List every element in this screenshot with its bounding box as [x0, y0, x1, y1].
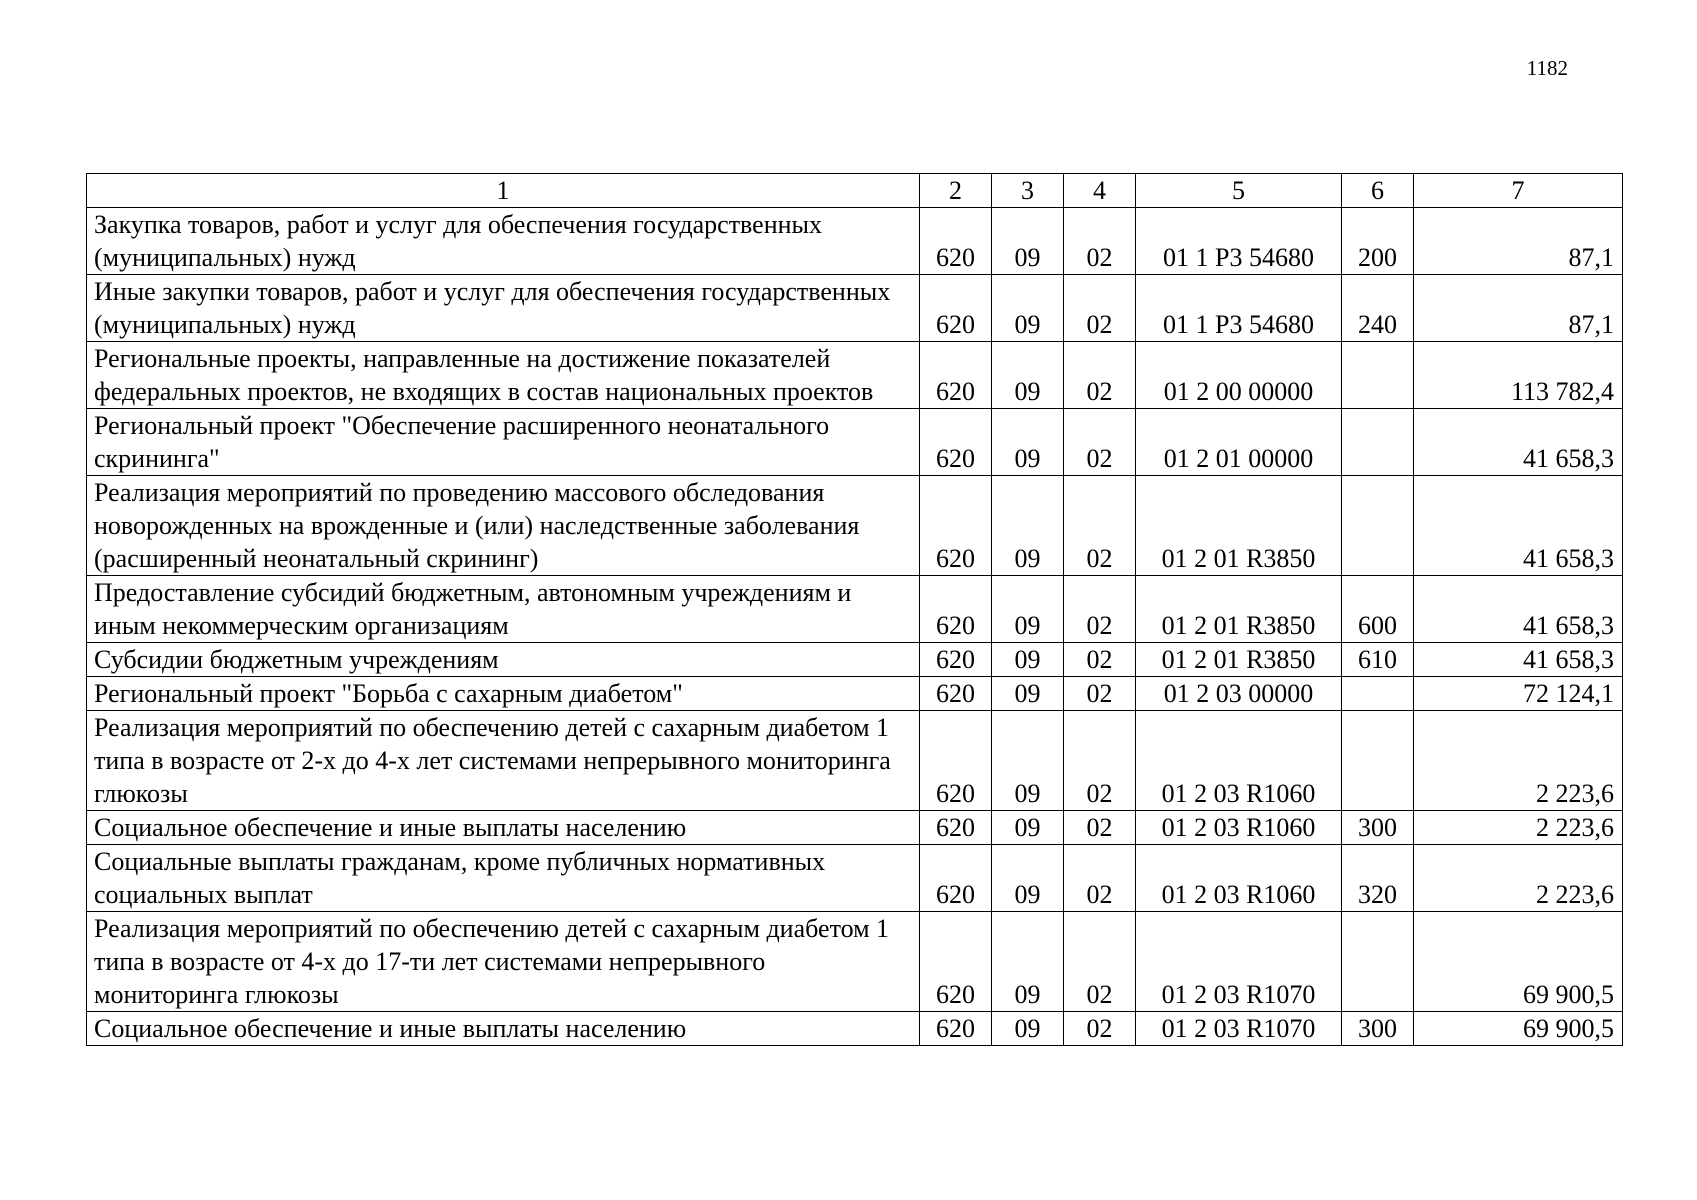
table-row [87, 845, 1623, 912]
section-code-cell: 09 [992, 711, 1064, 811]
subsection-code-cell: 02 [1064, 845, 1136, 912]
expense-name-cell: Региональный проект "Борьба с сахарным диабетом" [87, 677, 920, 711]
table-row [87, 1012, 1623, 1046]
table-row [87, 643, 1623, 677]
ministry-code-cell: 620 [920, 1012, 992, 1046]
expense-name-cell: Социальные выплаты гражданам, кроме публичных нормативных социальных выплат [87, 845, 920, 912]
header-cell-3: 3 [992, 174, 1064, 208]
amount-cell: 113 782,4 [1414, 342, 1623, 409]
target-article-cell: 01 2 03 R1060 [1136, 811, 1342, 845]
table-row [87, 912, 1623, 1012]
table-row [87, 711, 1623, 811]
table-row [87, 811, 1623, 845]
expense-name-cell: Закупка товаров, работ и услуг для обеспечения государственных (муниципальных) нужд [87, 208, 920, 275]
table-row [87, 275, 1623, 342]
amount-cell: 2 223,6 [1414, 845, 1623, 912]
section-code-cell: 09 [992, 476, 1064, 576]
target-article-cell: 01 2 03 R1060 [1136, 711, 1342, 811]
expense-name-cell: Реализация мероприятий по проведению массового обследования новорожденных на врожденные и (или) наследственные заболевания (расширенный неонатальный скрининг) [87, 476, 920, 576]
header-cell-4: 4 [1064, 174, 1136, 208]
target-article-cell: 01 2 01 R3850 [1136, 643, 1342, 677]
expense-name-cell: Реализация мероприятий по обеспечению детей с сахарным диабетом 1 типа в возрасте от 4-х до 17-ти лет системами непрерывного мониторинга глюкозы [87, 912, 920, 1012]
header-cell-6: 6 [1342, 174, 1414, 208]
amount-cell: 41 658,3 [1414, 643, 1623, 677]
section-code-cell: 09 [992, 208, 1064, 275]
table-row [87, 342, 1623, 409]
amount-cell: 41 658,3 [1414, 409, 1623, 476]
expense-type-cell: 300 [1342, 1012, 1414, 1046]
expense-type-cell [1342, 476, 1414, 576]
expense-type-cell: 200 [1342, 208, 1414, 275]
section-code-cell: 09 [992, 677, 1064, 711]
expense-name-cell: Предоставление субсидий бюджетным, автономным учреждениям и иным некоммерческим организациям [87, 576, 920, 643]
column-number-header-row [87, 174, 1623, 208]
subsection-code-cell: 02 [1064, 1012, 1136, 1046]
expense-name-cell: Субсидии бюджетным учреждениям [87, 643, 920, 677]
ministry-code-cell: 620 [920, 811, 992, 845]
subsection-code-cell: 02 [1064, 811, 1136, 845]
target-article-cell: 01 2 03 R1070 [1136, 912, 1342, 1012]
expense-name-cell: Иные закупки товаров, работ и услуг для обеспечения государственных (муниципальных) нужд [87, 275, 920, 342]
amount-cell: 69 900,5 [1414, 1012, 1623, 1046]
expense-type-cell [1342, 912, 1414, 1012]
ministry-code-cell: 620 [920, 677, 992, 711]
target-article-cell: 01 2 01 00000 [1136, 409, 1342, 476]
ministry-code-cell: 620 [920, 342, 992, 409]
amount-cell: 41 658,3 [1414, 476, 1623, 576]
subsection-code-cell: 02 [1064, 208, 1136, 275]
amount-cell: 72 124,1 [1414, 677, 1623, 711]
expense-type-cell [1342, 711, 1414, 811]
section-code-cell: 09 [992, 811, 1064, 845]
expense-name-cell: Социальное обеспечение и иные выплаты населению [87, 811, 920, 845]
section-code-cell: 09 [992, 409, 1064, 476]
expense-name-cell: Реализация мероприятий по обеспечению детей с сахарным диабетом 1 типа в возрасте от 2-х до 4-х лет системами непрерывного мониторинга глюкозы [87, 711, 920, 811]
subsection-code-cell: 02 [1064, 576, 1136, 643]
header-cell-7: 7 [1414, 174, 1623, 208]
table-row [87, 476, 1623, 576]
subsection-code-cell: 02 [1064, 476, 1136, 576]
ministry-code-cell: 620 [920, 409, 992, 476]
table-row [87, 208, 1623, 275]
target-article-cell: 01 2 03 R1070 [1136, 1012, 1342, 1046]
header-cell-2: 2 [920, 174, 992, 208]
expense-name-cell: Социальное обеспечение и иные выплаты населению [87, 1012, 920, 1046]
section-code-cell: 09 [992, 342, 1064, 409]
expense-name-cell: Региональные проекты, направленные на достижение показателей федеральных проектов, не входящих в состав национальных проектов [87, 342, 920, 409]
target-article-cell: 01 1 Р3 54680 [1136, 275, 1342, 342]
ministry-code-cell: 620 [920, 711, 992, 811]
table-row [87, 576, 1623, 643]
header-cell-5: 5 [1136, 174, 1342, 208]
ministry-code-cell: 620 [920, 912, 992, 1012]
ministry-code-cell: 620 [920, 845, 992, 912]
amount-cell: 41 658,3 [1414, 576, 1623, 643]
expense-type-cell: 320 [1342, 845, 1414, 912]
table-row [87, 409, 1623, 476]
amount-cell: 69 900,5 [1414, 912, 1623, 1012]
target-article-cell: 01 2 01 R3850 [1136, 476, 1342, 576]
section-code-cell: 09 [992, 576, 1064, 643]
subsection-code-cell: 02 [1064, 711, 1136, 811]
subsection-code-cell: 02 [1064, 342, 1136, 409]
expense-type-cell [1342, 677, 1414, 711]
target-article-cell: 01 2 03 00000 [1136, 677, 1342, 711]
amount-cell: 87,1 [1414, 275, 1623, 342]
expense-type-cell: 240 [1342, 275, 1414, 342]
amount-cell: 2 223,6 [1414, 811, 1623, 845]
expense-type-cell [1342, 342, 1414, 409]
section-code-cell: 09 [992, 643, 1064, 677]
target-article-cell: 01 2 00 00000 [1136, 342, 1342, 409]
ministry-code-cell: 620 [920, 208, 992, 275]
subsection-code-cell: 02 [1064, 275, 1136, 342]
ministry-code-cell: 620 [920, 643, 992, 677]
expense-type-cell: 600 [1342, 576, 1414, 643]
section-code-cell: 09 [992, 845, 1064, 912]
ministry-code-cell: 620 [920, 275, 992, 342]
target-article-cell: 01 2 03 R1060 [1136, 845, 1342, 912]
ministry-code-cell: 620 [920, 476, 992, 576]
section-code-cell: 09 [992, 275, 1064, 342]
amount-cell: 2 223,6 [1414, 711, 1623, 811]
ministry-code-cell: 620 [920, 576, 992, 643]
subsection-code-cell: 02 [1064, 409, 1136, 476]
page-number: 1182 [1526, 56, 1568, 80]
header-cell-1: 1 [87, 174, 920, 208]
expense-type-cell: 300 [1342, 811, 1414, 845]
table-row [87, 677, 1623, 711]
target-article-cell: 01 2 01 R3850 [1136, 576, 1342, 643]
budget-table [86, 173, 1623, 1046]
expense-name-cell: Региональный проект "Обеспечение расширенного неонатального скрининга" [87, 409, 920, 476]
subsection-code-cell: 02 [1064, 677, 1136, 711]
expense-type-cell: 610 [1342, 643, 1414, 677]
section-code-cell: 09 [992, 1012, 1064, 1046]
section-code-cell: 09 [992, 912, 1064, 1012]
target-article-cell: 01 1 Р3 54680 [1136, 208, 1342, 275]
budget-table-body [87, 174, 1623, 1046]
expense-type-cell [1342, 409, 1414, 476]
amount-cell: 87,1 [1414, 208, 1623, 275]
subsection-code-cell: 02 [1064, 912, 1136, 1012]
subsection-code-cell: 02 [1064, 643, 1136, 677]
